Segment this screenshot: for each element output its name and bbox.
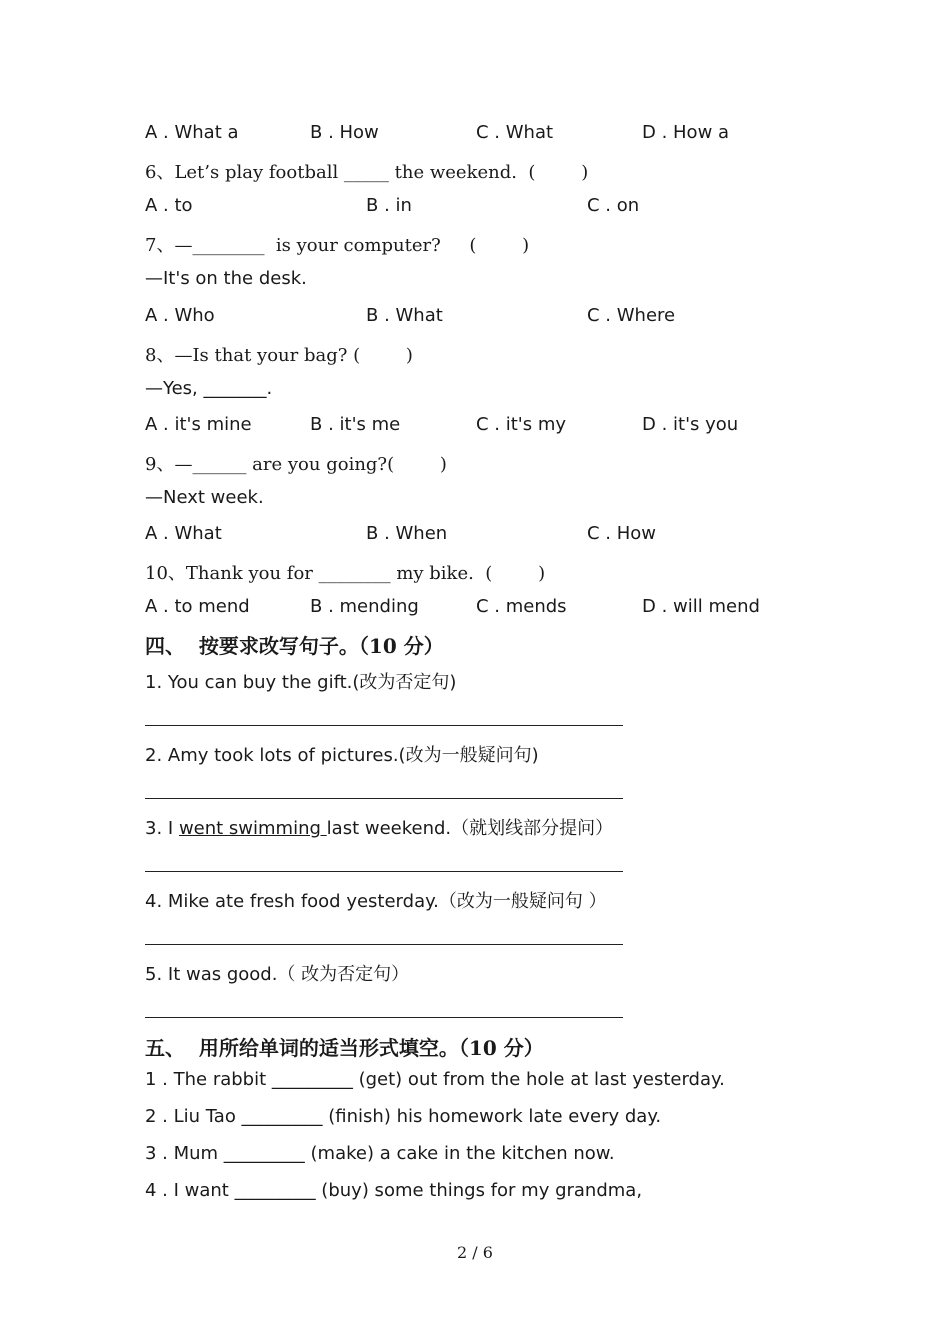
q6-option-c: C . on <box>587 195 640 216</box>
q8-reply: —Yes, _______. <box>145 378 273 399</box>
s4-answer-line-1 <box>145 725 623 726</box>
q5-option-a: A . What a <box>145 122 239 143</box>
q9-option-a: A . What <box>145 523 222 544</box>
s4-item-3-after: last weekend.（就划线部分提问） <box>326 818 614 839</box>
s5-item-1: 1 . The rabbit _________ (get) out from the hole at last yesterday. <box>145 1069 725 1090</box>
q7-option-b: B . What <box>366 305 443 326</box>
page-number: 2 / 6 <box>457 1243 493 1262</box>
q10-option-d: D . will mend <box>642 596 760 617</box>
s5-item-4: 4 . I want _________ (buy) some things for my grandma, <box>145 1180 643 1201</box>
q9-question: 9、—______ are you going?( ) <box>145 454 447 475</box>
s5-item-2: 2 . Liu Tao _________ (finish) his homework late every day. <box>145 1106 662 1127</box>
s4-item-5: 5. It was good.（ 改为否定句） <box>145 964 410 985</box>
q9-option-c: C . How <box>587 523 657 544</box>
q7-option-a: A . Who <box>145 305 215 326</box>
q8-option-c: C . it's my <box>476 414 567 435</box>
q9-reply: —Next week. <box>145 487 264 508</box>
s4-answer-line-5 <box>145 1017 623 1018</box>
q10-question: 10、Thank you for ________ my bike. ( ) <box>145 563 546 584</box>
q6-question: 6、Let’s play football _____ the weekend. ( ) <box>145 162 589 183</box>
q8-option-d: D . it's you <box>642 414 739 435</box>
s4-answer-line-4 <box>145 944 623 945</box>
q8-question: 8、—Is that your bag? ( ) <box>145 345 413 366</box>
q8-option-b: B . it's me <box>310 414 401 435</box>
s4-answer-line-2 <box>145 798 623 799</box>
s4-answer-line-3 <box>145 871 623 872</box>
q10-option-a: A . to mend <box>145 596 250 617</box>
section5-title: 五、 用所给单词的适当形式填空。（10 分） <box>145 1036 544 1060</box>
section4-title: 四、 按要求改写句子。（10 分） <box>145 634 444 658</box>
s4-item-4: 4. Mike ate fresh food yesterday.（改为一般疑问句 ） <box>145 891 607 912</box>
q7-option-c: C . Where <box>587 305 676 326</box>
s4-item-3-underlined: went swimming <box>178 818 327 839</box>
q5-option-d: D . How a <box>642 122 730 143</box>
q5-option-b: B . How <box>310 122 379 143</box>
q6-option-b: B . in <box>366 195 412 216</box>
q9-option-b: B . When <box>366 523 448 544</box>
s4-item-2: 2. Amy took lots of pictures.(改为一般疑问句) <box>145 745 539 766</box>
q7-reply: —It's on the desk. <box>145 268 307 289</box>
s4-item-3-before: 3. I <box>145 818 179 839</box>
s4-item-1: 1. You can buy the gift.(改为否定句) <box>145 672 457 693</box>
q7-question: 7、—________ is your computer? ( ) <box>145 235 530 256</box>
q6-option-a: A . to <box>145 195 193 216</box>
s5-item-3: 3 . Mum _________ (make) a cake in the kitchen now. <box>145 1143 615 1164</box>
s4-item-3 <box>145 814 613 840</box>
q10-option-b: B . mending <box>310 596 419 617</box>
q8-option-a: A . it's mine <box>145 414 252 435</box>
q5-option-c: C . What <box>476 122 554 143</box>
q10-option-c: C . mends <box>476 596 567 617</box>
